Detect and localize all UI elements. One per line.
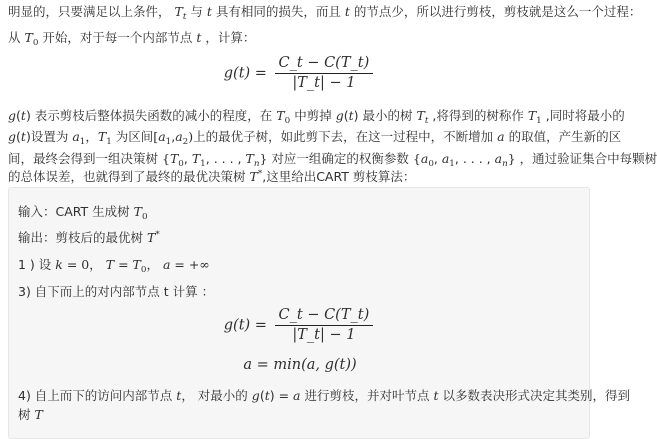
algo-step-text: 3) 自下而上的对内部节点 t 计算 ： (18, 284, 215, 299)
formula-denominator: |T_t| − 1 (292, 75, 356, 91)
intro-text: 具有相同的损失，而且 (215, 4, 341, 19)
intro-text: 的节点少，所以进行剪枝，剪枝就是这么一个过程： (353, 4, 642, 19)
algo-input: 输入：CART 生成树 $T_0$ (18, 204, 148, 222)
algo-input-label: 输入：CART 生成树 (18, 204, 130, 219)
explain-text: 表示剪枝后整体损失函数的减小的程度，在 (34, 108, 273, 123)
explain-text: ,同时将最小的 (545, 108, 625, 123)
formula-a: a = min(a, g(t)) (243, 357, 357, 373)
algo-output: 输出：剪枝后的最优树 T* (18, 230, 160, 245)
formula-denominator: |T_t| − 1 (292, 327, 356, 343)
algo-step-text: 树 (18, 407, 31, 422)
algo-step-4: 4) 自上而下的访问内部节点 t， 对最小的 g(t) = a 进行剪枝，并对叶节点 t 以多数表决形式决定其类别，得到 (18, 388, 631, 403)
intro-line-1: 明显的，只要满足以上条件， $T_t$ 与 t 具有相同的损失，而且 t 的节点少，所以进行剪枝，剪枝就是这么一个过程： (8, 4, 642, 22)
formula-numerator: C_t − C(T_t) (275, 306, 374, 326)
explain-text: ,将得到的树称作 (432, 108, 524, 123)
algo-step-text: 4) 自上而下的访问内部节点 (18, 388, 173, 403)
formula-lhs: g(t) = (223, 65, 267, 82)
algo-step-4-cont: 树 T (18, 407, 43, 422)
algo-step-text: 进行剪枝，并对叶节点 (304, 388, 430, 403)
algo-step-text: ， (89, 257, 102, 272)
explain-line-4: 的总体误差，也就得到了最终的最优决策树 T*,这里给出CART 剪枝算法： (8, 169, 416, 184)
algo-step-text: 1 ) 设 (18, 257, 52, 272)
explain-text: ,这里给出CART 剪枝算法： (262, 169, 416, 184)
algo-step-1: 1 ) 设 k = 0， $T = T_0$， a = +∞ (18, 257, 210, 275)
algo-step-text: ， (146, 257, 159, 272)
formula-g (0, 54, 600, 93)
explain-text: 最小的树 (362, 108, 413, 123)
intro-text: ，计算： (205, 30, 256, 45)
intro-text: 开始，对于每一个内部节点 (42, 30, 193, 45)
intro-line-2: 从 $T_0$ 开始，对于每一个内部节点 t ，计算： (8, 30, 256, 48)
formula-a-min (0, 357, 600, 373)
explain-text: 对应一组确定的权衡参数 (271, 151, 409, 166)
explain-text: ，通过验证集合中每颗树 (519, 151, 657, 166)
explain-line-3: 间，最终会得到一组决策树 {$T_0$, $T_1$, . . . , $T_n$} 对应一组确定的权衡参数 {$a_0$, $a_1$, . . . , $a_n$} ，通过验证集合中每颗树 (8, 151, 657, 169)
algo-step-text: ， 对最小的 (181, 388, 248, 403)
algo-step-text: 以多数表决形式决定其类别，得到 (442, 388, 631, 403)
algo-step-3 (18, 282, 582, 302)
explain-text: 的取值，产生新的区 (508, 129, 622, 144)
algo-output-label: 输出：剪枝后的最优树 (18, 230, 144, 245)
explain-line-2: g(t)设置为 $a_1$，$T_1$ 为区间$[a_1,a_2)$上的最优子树，如此剪下去，在这一过程中，不断增加 a 的取值，产生新的区 (8, 129, 622, 147)
explain-text: 的总体误差，也就得到了最终的最优决策树 (8, 169, 246, 184)
explain-text: ， (85, 129, 98, 144)
explain-text: 设置为 (30, 129, 69, 144)
explain-text: 中剪掉 (294, 108, 332, 123)
explain-text: 间，最终会得到一组决策树 (8, 151, 159, 166)
formula-numerator: C_t − C(T_t) (275, 54, 374, 74)
intro-text: 与 (190, 4, 203, 19)
intro-text: 明显的，只要满足以上条件， (8, 4, 171, 19)
intro-text: 从 (8, 30, 21, 45)
explain-text: 为区间 (115, 129, 154, 144)
explain-line-1: g(t) 表示剪枝后整体损失函数的减小的程度，在 $T_0$ 中剪掉 g(t) 最小的树 $T_t$ ,将得到的树称作 $T_1$ ,同时将最小的 (8, 108, 625, 126)
formula-fraction (275, 54, 374, 93)
formula-g-repeat (0, 306, 600, 345)
formula-lhs: g(t) = (223, 317, 267, 334)
formula-fraction (275, 306, 374, 345)
explain-text: 上的最优子树，如此剪下去，在这一过程中，不断增加 (193, 129, 494, 144)
